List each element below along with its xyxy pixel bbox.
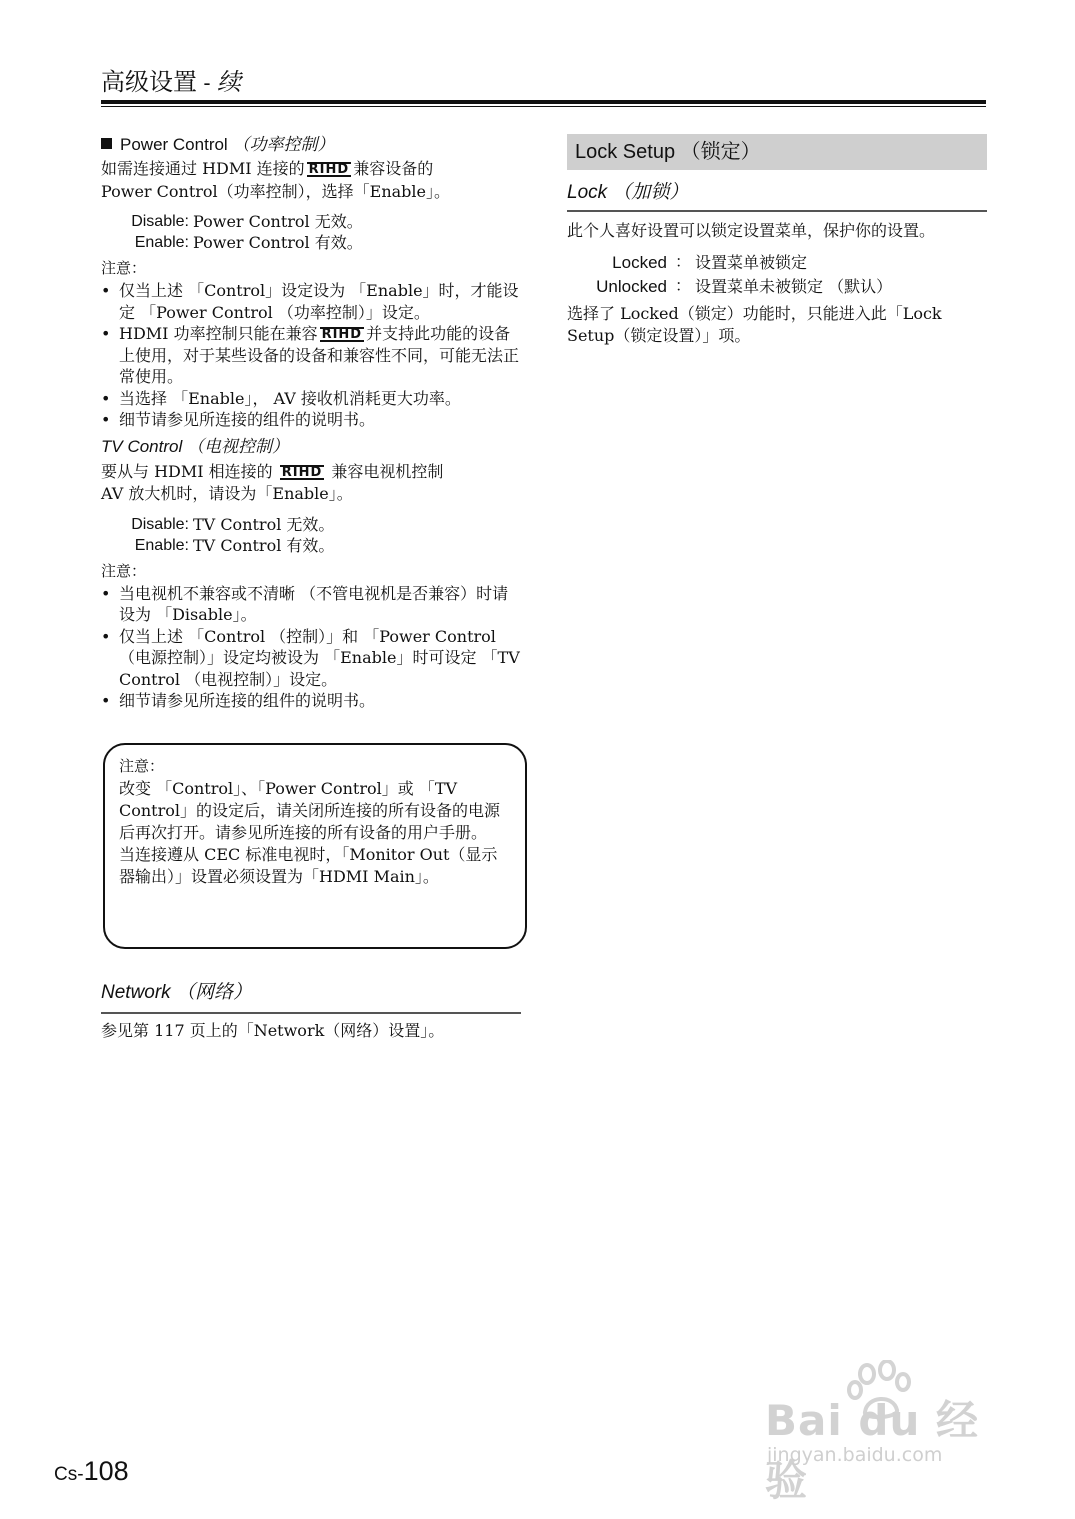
right-column [567, 134, 987, 348]
power-control-note-label: 注意： [101, 259, 147, 277]
power-control-intro-1: 如需连接通过 HDMI 连接的 [101, 159, 305, 178]
network-heading [101, 980, 521, 1014]
network-text: 参见第 117 页上的「Network（网络）设置」。 [101, 1021, 445, 1040]
lock-subheading [567, 180, 987, 212]
rihd-logo-icon: RIHD [281, 464, 323, 480]
header-section-title: 高级设置 [101, 68, 197, 96]
option-row [101, 211, 521, 232]
lock-options [567, 251, 987, 299]
network-heading-cn: （网络） [175, 982, 252, 1003]
header-rule-thin [101, 106, 986, 107]
power-control-heading-text: Power Control [120, 135, 228, 154]
option-row [567, 275, 987, 299]
option-desc: Power Control 有效。 [193, 233, 363, 252]
note-box-label: 注意： [119, 757, 165, 775]
lock-intro: 此个人喜好设置可以锁定设置菜单，保护你的设置。 [567, 221, 936, 240]
option-term: Enable: [134, 536, 189, 554]
list-item: • 仅当上述 「Control」设定设为 「Enable」时，才能设定 「Power Control （功率控制）」设定。 [101, 280, 521, 323]
power-control-intro-2: 兼容设备的 [353, 159, 434, 178]
network-section [101, 980, 521, 1043]
baidu-watermark [765, 1360, 1015, 1505]
option-term: Enable: [134, 234, 189, 251]
list-item: • 仅当上述 「Control （控制）」和 「Power Control （电源控制）」设定均被设为 「Enable」时可设定 「TV Control （电视控制）」设定。 [101, 626, 521, 691]
rihd-logo-icon: RIHD [321, 327, 363, 342]
note-box-paragraph-1: 改变 「Control」、「Power Control」或 「TV Control」的设定后，请关闭所连接的所有设备的电源后再次打开。请参见所连接的所有设备的用户手册。 [119, 779, 501, 842]
list-item: • 当选择 「Enable」， AV 接收机消耗更大功率。 [101, 388, 521, 410]
note-text-b: 并支持此功能的设备上使用，对于某些设备的设备和兼容性不同，可能无法正常使用。 [119, 324, 520, 386]
left-column [101, 134, 525, 712]
tv-control-intro-1: 要从与 HDMI 相连接的 [101, 461, 273, 481]
page-number-prefix: Cs- [54, 1464, 84, 1485]
page-number [54, 1456, 129, 1487]
tv-control-options [101, 514, 521, 556]
square-bullet-icon [101, 138, 112, 149]
power-control-options [101, 211, 521, 253]
tv-control-intro [101, 461, 521, 506]
rihd-logo-icon: RIHD [308, 162, 350, 177]
watermark-brand: Bai du 经验 [765, 1396, 979, 1505]
list-item: • 细节请参见所连接的组件的说明书。 [101, 409, 521, 431]
option-colon: ： [674, 253, 691, 271]
power-control-heading-cn: （功率控制） [232, 135, 335, 154]
option-term: Disable: [131, 515, 189, 533]
option-term: Disable: [131, 213, 189, 230]
header-dash: - [197, 71, 217, 95]
header-rule [101, 100, 986, 104]
option-row [567, 251, 987, 275]
tv-control-heading-text: TV Control [101, 436, 183, 456]
lock-subheading-cn: （加锁） [612, 182, 689, 203]
option-desc: 设置菜单被锁定 [695, 252, 808, 272]
lock-setup-title-cn: （锁定） [680, 141, 761, 163]
note-box-paragraph-2: 当连接遵从 CEC 标准电视时，「Monitor Out（显示器输出）」设置必须设置为「HDMI Main」。 [119, 845, 498, 886]
tv-control-notes [101, 583, 525, 712]
option-row [101, 514, 521, 535]
tv-control-intro-2: 兼容电视机控制 [331, 461, 444, 481]
power-control-notes [101, 280, 521, 431]
option-desc: TV Control 无效。 [193, 514, 335, 534]
option-desc: 设置菜单未被锁定 （默认） [695, 276, 893, 296]
list-item [101, 323, 521, 388]
page-number-value: 108 [83, 1456, 129, 1486]
option-row [101, 535, 521, 556]
option-desc: Power Control 无效。 [193, 212, 363, 231]
note-text-a: HDMI 功率控制只能在兼容 [119, 324, 318, 343]
header-continued: 续 [216, 68, 241, 96]
power-control-intro-3: Power Control（功率控制），选择「Enable」。 [101, 181, 451, 201]
option-term: Unlocked [596, 276, 667, 296]
caution-note-box [103, 743, 527, 949]
power-control-intro [101, 158, 521, 203]
option-term: Locked [612, 252, 667, 272]
option-desc: TV Control 有效。 [193, 535, 335, 555]
page-header-title [101, 62, 241, 97]
watermark-url: jingyan.baidu.com [767, 1444, 943, 1466]
lock-setup-title-bar [567, 134, 987, 170]
tv-control-heading-cn: （电视控制） [186, 436, 289, 456]
list-item: • 细节请参见所连接的组件的说明书。 [101, 690, 521, 712]
list-item: • 当电视机不兼容或不清晰 （不管电视机是否兼容）时请设为 「Disable」。 [101, 583, 521, 626]
power-control-heading [101, 134, 521, 156]
network-heading-text: Network [101, 982, 171, 1003]
tv-control-intro-3: AV 放大机时，请设为「Enable」。 [101, 484, 353, 503]
option-row [101, 232, 521, 253]
tv-control-note-label: 注意： [101, 561, 147, 580]
lock-subheading-text: Lock [567, 182, 608, 203]
lock-setup-title: Lock Setup [575, 141, 676, 163]
tv-control-heading [101, 435, 521, 459]
option-colon: ： [674, 277, 691, 295]
lock-footer: 选择了 Locked（锁定）功能时，只能进入此「Lock Setup（锁定设置）」项。 [567, 303, 947, 345]
